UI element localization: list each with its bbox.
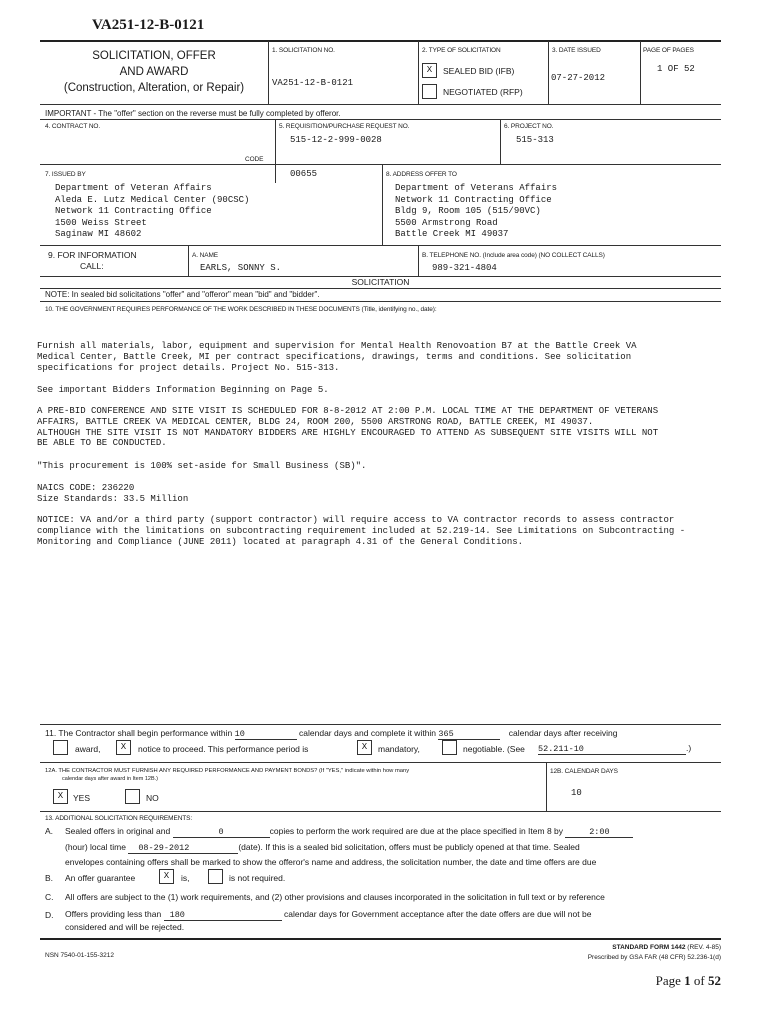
- negotiated-checkbox[interactable]: [422, 84, 437, 99]
- divider: [546, 763, 547, 811]
- notice-to-proceed-label: notice to proceed. This performance period is: [138, 744, 309, 754]
- bonds-no-label: NO: [146, 793, 159, 803]
- address-offer-to-line: 5500 Armstrong Road: [395, 217, 498, 228]
- additional-requirements-label: 13. ADDITIONAL SOLICITATION REQUIREMENTS:: [45, 815, 193, 822]
- bonds-no-checkbox[interactable]: [125, 789, 140, 804]
- nsn-number: NSN 7540-01-155-3212: [45, 952, 115, 959]
- guarantee-is-checkbox[interactable]: X: [159, 869, 174, 884]
- date-issued-label: 3. DATE ISSUED: [552, 47, 601, 54]
- form-name: STANDARD FORM 1442: [612, 944, 686, 951]
- see-reference: [538, 743, 691, 755]
- divider: [40, 245, 721, 246]
- item-d-line2: considered and will be rejected.: [65, 922, 185, 932]
- divider: [40, 119, 721, 120]
- item-a-prefix: A.: [45, 826, 54, 836]
- date-issued-value: 07-27-2012: [551, 73, 606, 83]
- guarantee-not-label: is not required.: [229, 873, 286, 883]
- divider: [40, 164, 721, 165]
- page-of-word: of: [693, 973, 705, 988]
- form-top-border: [40, 40, 721, 42]
- item-d-text: Offers providing less than: [65, 909, 162, 919]
- form-title-line1: SOLICITATION, OFFER: [92, 50, 216, 62]
- divider: [40, 762, 721, 763]
- divider: [40, 811, 721, 812]
- award-checkbox[interactable]: [53, 740, 68, 755]
- item-a-text: copies to perform the work required are due at the place specified in Item 8 by: [269, 826, 564, 836]
- issued-by-line: 1500 Weiss Street: [55, 217, 147, 228]
- due-date-field[interactable]: 08-29-2012: [128, 843, 238, 854]
- address-offer-to-line: Battle Creek MI 49037: [395, 229, 509, 239]
- page-current: 1: [684, 973, 691, 988]
- page-of-pages-value: 1 OF 52: [657, 64, 695, 74]
- item-c-prefix: C.: [45, 892, 54, 902]
- divider: [382, 165, 383, 245]
- address-offer-to-label: 8. ADDRESS OFFER TO: [386, 171, 457, 178]
- item-a-line3: envelopes containing offers shall be marked to show the offeror's name and address, the solicitation number, the date and time offers are due: [65, 857, 597, 867]
- issued-by-line: Saginaw MI 48602: [55, 229, 142, 239]
- divider: [500, 120, 501, 164]
- performance-text: 11. The Contractor shall begin performance within: [45, 728, 233, 738]
- project-no-value: 515-313: [516, 135, 554, 145]
- bonds-question-label-2: calendar days after award in Item 12B.): [62, 776, 158, 782]
- form-title-line2: AND AWARD: [119, 66, 189, 78]
- item-a-text: Sealed offers in original and: [65, 826, 171, 836]
- see-reference-field[interactable]: 52.211-10: [538, 744, 686, 755]
- negotiable-checkbox[interactable]: [442, 740, 457, 755]
- issued-by-label: 7. ISSUED BY: [45, 171, 86, 178]
- solicitation-type-label: 2. TYPE OF SOLICITATION: [422, 47, 501, 54]
- item-d-line1: [65, 909, 591, 921]
- item-d-prefix: D.: [45, 910, 54, 920]
- negotiable-label: negotiable. (See: [463, 744, 525, 754]
- mandatory-checkbox[interactable]: X: [357, 740, 372, 755]
- negotiated-label: NEGOTIATED (RFP): [443, 87, 523, 97]
- contact-name-value: EARLS, SONNY S.: [200, 263, 282, 273]
- form-bottom-border: [40, 938, 721, 940]
- document-id: VA251-12-B-0121: [92, 17, 205, 33]
- item-a-text: (date). If this is a sealed bid solicitation, offers must be publicly opened at that time. Sealed: [238, 842, 580, 852]
- divider: [40, 301, 721, 302]
- prescribed-by: Prescribed by GSA FAR (48 CFR) 52.236-1(d): [587, 954, 721, 961]
- days-begin-field[interactable]: 10: [235, 729, 297, 740]
- days-complete-field[interactable]: 365: [438, 729, 500, 740]
- description-paragraph: A PRE-BID CONFERENCE AND SITE VISIT IS SCHEDULED FOR 8-8-2012 AT 2:00 P.M. LOCAL TIME AT THE DEPARTMENT OF VETERANS AFFAIRS, BATTLE CREEK VA MEDICAL CENTER, BLDG 24, ROOM 200, 5500 ARSTRONG ROAD, BATTLE CREEK, MI 49037. ALTHOUGH THE SITE VISIT IS NOT MANDATORY BIDDERS ARE HIGHLY ENCOURAGED TO ATTEND AS SUBSEQUENT SITE VISITS WILL NOT BE ABLE TO BE CONDUCTED.: [37, 406, 659, 449]
- requisition-label: 5. REQUISITION/PURCHASE REQUEST NO.: [279, 123, 410, 130]
- issued-by-address: [55, 183, 249, 241]
- item-a-line2: [65, 842, 580, 854]
- divider: [275, 120, 276, 164]
- guarantee-not-checkbox[interactable]: [208, 869, 223, 884]
- sealed-bid-note: NOTE: In sealed bid solicitations "offer" and "offeror" mean "bid" and "bidder".: [45, 290, 320, 299]
- description-paragraph: "This procurement is 100% set-aside for Small Business (SB)".: [37, 461, 367, 471]
- phone-value: 989-321-4804: [432, 263, 497, 273]
- info-call-label-2: CALL:: [80, 261, 104, 271]
- form-title: [40, 48, 268, 96]
- code-label: CODE: [245, 156, 264, 163]
- sealed-bid-label: SEALED BID (IFB): [443, 66, 515, 76]
- important-note: IMPORTANT - The "offer" section on the reverse must be fully completed by offeror.: [45, 109, 341, 118]
- notice-to-proceed-checkbox[interactable]: X: [116, 740, 131, 755]
- sealed-bid-checkbox[interactable]: X: [422, 63, 437, 78]
- item-a-line1: [65, 826, 633, 838]
- work-description-label: 10. THE GOVERNMENT REQUIRES PERFORMANCE OF THE WORK DESCRIBED IN THESE DOCUMENTS (Title, identifying no., date):: [45, 306, 437, 313]
- divider: [548, 41, 549, 104]
- divider: [268, 41, 269, 104]
- calendar-days-value: 10: [571, 788, 582, 798]
- description-paragraph: Furnish all materials, labor, equipment and supervision for Mental Health Renovoation B7 at the Battle Creek VA Medical Center, Battle Creek, MI per contract specifications, drawings, terms and conditions. See solicitation specifications for project details. Project No. 515-313.: [37, 341, 637, 373]
- project-no-label: 6. PROJECT NO.: [504, 123, 554, 130]
- issued-by-line: Aleda E. Lutz Medical Center (90CSC): [55, 194, 250, 205]
- divider: [40, 104, 721, 105]
- performance-statement: [45, 728, 617, 740]
- divider: [640, 41, 641, 104]
- requisition-value: 515-12-2-999-0028: [290, 135, 382, 145]
- description-paragraph: NAICS CODE: 236220 Size Standards: 33.5 Million: [37, 483, 189, 504]
- see-reference-close: .): [686, 743, 692, 753]
- address-offer-to-address: [395, 183, 557, 241]
- item-a-text: (hour) local time: [65, 842, 126, 852]
- divider: [40, 288, 721, 289]
- copies-field[interactable]: 0: [173, 827, 270, 838]
- description-paragraph: See important Bidders Information Beginning on Page 5.: [37, 385, 329, 395]
- performance-text: calendar days after receiving: [508, 728, 618, 738]
- divider: [418, 246, 419, 276]
- address-offer-to-line: Network 11 Contracting Office: [395, 194, 552, 205]
- bonds-yes-checkbox[interactable]: X: [53, 789, 68, 804]
- contact-name-label: A. NAME: [192, 252, 219, 259]
- info-call-label-1: 9. FOR INFORMATION: [48, 250, 137, 260]
- offer-guarantee-label: An offer guarantee: [65, 873, 136, 883]
- description-paragraph: NOTICE: VA and/or a third party (support contractor) will require access to VA contractor records to assess contractor compliance with the limitations on subcontracting requirement included at 52.219-14. See Limitations on Subcontracting - Monitoring and Compliance (JUNE 2011) located at paragraph 4.31 of the General Conditions.: [37, 515, 686, 547]
- bonds-yes-label: YES: [73, 793, 91, 803]
- page-total: 52: [708, 973, 721, 988]
- contract-no-label: 4. CONTRACT NO.: [45, 123, 101, 130]
- divider: [418, 41, 419, 104]
- solicitation-heading: SOLICITATION: [351, 277, 410, 287]
- due-time-field[interactable]: 2:00: [565, 827, 633, 838]
- item-b-prefix: B.: [45, 873, 54, 883]
- form-revision: (REV. 4-85): [687, 944, 721, 951]
- form-identifier: [560, 944, 721, 951]
- issued-by-code: 00655: [290, 169, 318, 179]
- form-title-line3: (Construction, Alteration, or Repair): [63, 82, 245, 94]
- issued-by-line: Department of Veteran Affairs: [55, 183, 212, 193]
- bonds-question-label: 12A. THE CONTRACTOR MUST FURNISH ANY REQUIRED PERFORMANCE AND PAYMENT BONDS? (If "YES," indicate within how many: [45, 768, 410, 774]
- address-offer-to-line: Department of Veterans Affairs: [395, 183, 558, 193]
- award-label: award,: [75, 744, 101, 754]
- page-of-pages-label: PAGE OF PAGES: [643, 47, 694, 54]
- solicitation-no-label: 1. SOLICITATION NO.: [272, 47, 335, 54]
- phone-label: B. TELEPHONE NO. (Include area code) (NO COLLECT CALLS): [422, 252, 605, 259]
- performance-text: calendar days and complete it within: [299, 728, 437, 738]
- page-word: Page: [655, 973, 681, 988]
- mandatory-label: mandatory,: [378, 744, 420, 754]
- divider: [40, 724, 721, 725]
- acceptance-days-field[interactable]: 180: [164, 910, 282, 921]
- divider: [275, 165, 276, 183]
- solicitation-no-value: VA251-12-B-0121: [272, 78, 354, 88]
- divider: [188, 246, 189, 276]
- calendar-days-label: 12B. CALENDAR DAYS: [550, 768, 618, 775]
- address-offer-to-line: Bldg 9, Room 105 (515/90VC): [395, 206, 541, 216]
- page-number: [600, 973, 721, 989]
- item-d-text: calendar days for Government acceptance after the date offers are due will not be: [283, 909, 592, 919]
- issued-by-line: Network 11 Contracting Office: [55, 206, 212, 216]
- item-c-text: All offers are subject to the (1) work requirements, and (2) other provisions and clauses incorporated in the solicitation in full text or by reference: [65, 892, 605, 902]
- guarantee-is-label: is,: [181, 873, 190, 883]
